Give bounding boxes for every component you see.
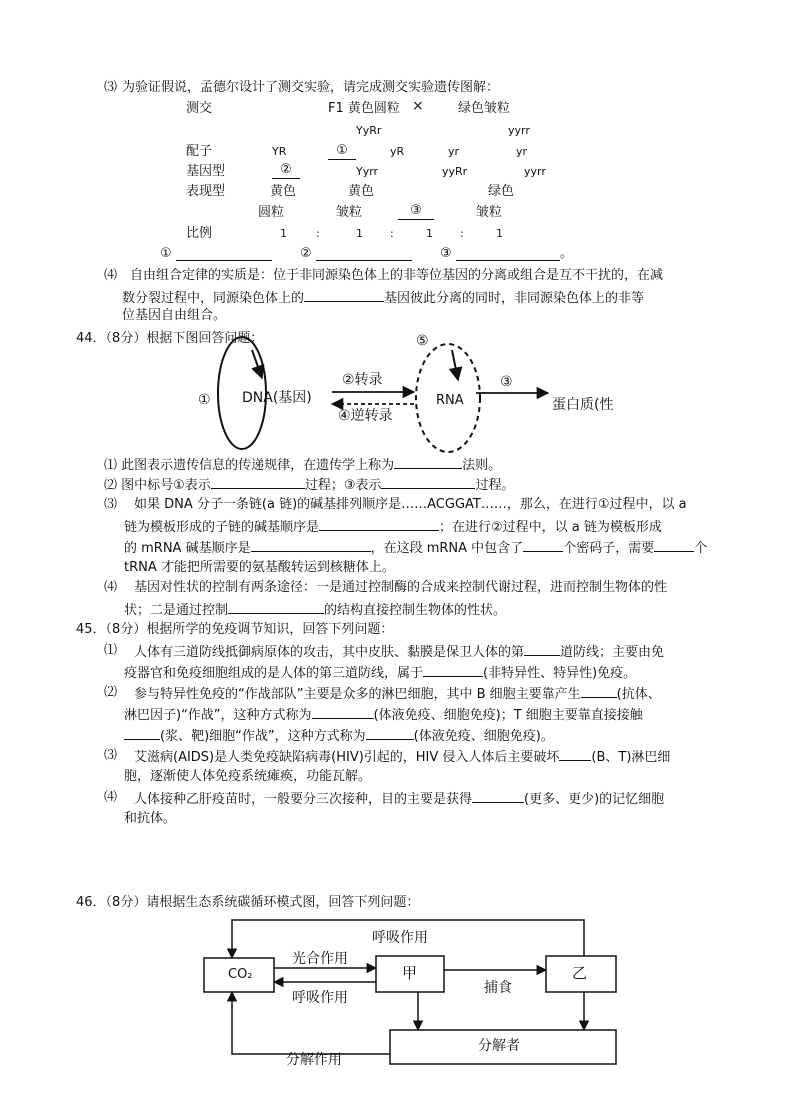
genotype-parent1: YyRr <box>356 124 382 137</box>
answer-end: 。 <box>560 246 574 261</box>
q43-p3-text: 为验证假说，孟德尔设计了测交实验，请完成测交实验遗传图解： <box>122 80 500 95</box>
label-jiyinxing: 基因型 <box>186 164 226 179</box>
q45-p2-l2a: 淋巴因子)“作战”，这种方式称为 <box>124 708 312 723</box>
label-respiration-mid: 呼吸作用 <box>292 990 348 1006</box>
label-process-5: ⑤ <box>416 333 429 349</box>
q43-p4-line3: 位基因自由组合。 <box>122 308 227 323</box>
genotype-parent2: yyrr <box>508 124 530 137</box>
phenotype-wrinkled-2: 皱粒 <box>476 205 503 220</box>
q46-heading: 46．（8分）请根据生态系统碳循环模式图，回答下列问题： <box>76 895 420 910</box>
label-process-1: ① <box>198 392 211 408</box>
q45-p3-line2: 胞，逐渐使人体免疫系统瘫痪，功能瓦解。 <box>124 769 372 784</box>
q45-p2-l1a: 参与特异性免疫的“作战部队”主要是众多的淋巴细胞，其中 B 细胞主要靠产生 <box>134 687 581 702</box>
q43-p4-line1: 自由组合定律的实质是：位于非同源染色体上的非等位基因的分离或组合是互不干扰的，在减 <box>130 268 664 283</box>
ratio-4: 1 <box>496 227 503 240</box>
genotype-yyrr: yyrr <box>524 165 546 178</box>
q45-p4-l1a: 人体接种乙肝疫苗时，一般要分三次接种，目的主要是获得 <box>134 792 473 807</box>
genotype-yyRr: yyRr <box>442 165 468 178</box>
q44-p4-line1: 基因对性状的控制有两条途径：一是通过控制酶的合成来控制代谢过程，进而控制生物体的性 <box>134 580 668 595</box>
q45-p3-l1b: (B、T)淋巴细 <box>591 750 671 765</box>
q44-heading: 44．（8分）根据下图回答问题： <box>76 331 264 346</box>
label-green-wrinkled: 绿色皱粒 <box>458 101 511 116</box>
q44-p3-l2a: 链为模板形成的子链的碱基顺序是 <box>124 520 320 535</box>
ratio-1: 1 <box>280 227 287 240</box>
q43-p4-line2b: 基因彼此分离的同时，非同源染色体上的非等 <box>384 291 645 306</box>
label-reverse-transcription: ④逆转录 <box>338 408 393 424</box>
q44-p1-num: ⑴ <box>104 458 118 473</box>
q43-p4-num: ⑷ <box>104 268 118 283</box>
gamete-yr-2: yr <box>516 145 528 158</box>
gamete-blank-1: ① <box>328 143 356 160</box>
phenotype-wrinkled-1: 皱粒 <box>336 205 363 220</box>
q45-p1-l1b: 道防线；主要由免 <box>560 645 665 660</box>
q44-p2-c: 过程。 <box>475 478 515 493</box>
label-dna-gene: DNA(基因) <box>242 390 312 406</box>
genotype-Yyrr: Yyrr <box>356 165 379 178</box>
q45-p4-num: ⑷ <box>104 790 118 805</box>
q43-p4-line2a: 数分裂过程中，同源染色体上的 <box>122 291 305 306</box>
label-bili: 比例 <box>186 226 213 241</box>
q44-p2-a: 图中标号①表示 <box>121 478 211 493</box>
q44-p3-num: ⑶ <box>104 497 118 512</box>
q45-p1-num: ⑴ <box>104 643 118 658</box>
ratio-colon-1: : <box>316 227 320 240</box>
label-predation: 捕食 <box>484 980 512 996</box>
q45-p4-line2: 和抗体。 <box>124 811 177 826</box>
label-ceshi: 测交 <box>186 101 213 116</box>
label-process-3: ③ <box>500 374 513 390</box>
answer-1-label: ① <box>160 246 172 261</box>
q44-p4-num: ⑷ <box>104 580 118 595</box>
q44-p3-l2b: ；在进行②过程中，以 a 链为模板形成 <box>439 520 662 535</box>
genotype-blank-2: ② <box>272 162 300 179</box>
answer-3-label: ③ <box>440 246 452 261</box>
ratio-colon-2: : <box>390 227 394 240</box>
phenotype-blank-3: ③ <box>398 203 434 220</box>
q45-p2-num: ⑵ <box>104 685 118 700</box>
phenotype-yellow-1: 黄色 <box>270 184 297 199</box>
cross-sign: × <box>412 98 424 114</box>
ratio-colon-3: : <box>460 227 464 240</box>
ratio-2: 1 <box>356 227 363 240</box>
label-respiration-top: 呼吸作用 <box>372 930 428 946</box>
q45-heading: 45．（8分）根据所学的免疫调节知识，回答下列问题： <box>76 622 394 637</box>
q44-p2-b: 过程；③表示 <box>304 478 382 493</box>
label-peizi: 配子 <box>186 144 213 159</box>
q45-p2-l1b: (抗体、 <box>616 687 661 702</box>
label-biaoxianxing: 表现型 <box>186 184 226 199</box>
q44-p2-num: ⑵ <box>104 478 118 493</box>
q45-p1-l2a: 疫器官和免疫细胞组成的是人体的第三道防线，属于 <box>124 666 424 681</box>
q45-p2-l3a: (浆、靶)细胞“作战”，这种方式称为 <box>160 729 366 744</box>
q45-p1-l1a: 人体有三道防线抵御病原体的攻击，其中皮肤、黏膜是保卫人体的第 <box>134 645 525 660</box>
label-f1: F1 黄色圆粒 <box>328 101 400 116</box>
q44-p3-l3a: 的 mRNA 碱基顺序是 <box>124 541 251 556</box>
q44-p4-l2b: 的结构直接控制生物体的性状。 <box>324 603 507 618</box>
q44-p3-l3d: 个 <box>694 541 708 556</box>
q44-p3-line1: 如果 DNA 分子一条链(a 链)的碱基排列顺序是……ACGGAT……，那么，在进行①过程中，以 a <box>134 497 687 512</box>
label-yi: 乙 <box>572 964 588 982</box>
answer-2-label: ② <box>300 246 312 261</box>
label-transcription: ②转录 <box>342 372 383 388</box>
label-photosynthesis: 光合作用 <box>292 951 348 967</box>
label-rna: RNA <box>436 393 464 408</box>
label-co2: CO₂ <box>228 967 253 982</box>
q45-p4-l1b: (更多、更少)的记忆细胞 <box>524 792 665 807</box>
q44-p4-l2a: 状；二是通过控制 <box>124 603 229 618</box>
q43-p3-num: ⑶ <box>104 80 118 95</box>
q44-p3-line4: tRNA 才能把所需要的氨基酸转运到核糖体上。 <box>124 560 395 575</box>
q44-p3-l3b: ，在这段 mRNA 中包含了 <box>370 541 524 556</box>
q44-p1-b: 法则。 <box>462 458 502 473</box>
gamete-yr-1: yr <box>448 145 460 158</box>
phenotype-green: 绿色 <box>488 184 515 199</box>
q45-p2-l2b: (体液免疫、细胞免疫)；T 细胞主要靠直接接触 <box>373 708 643 723</box>
ratio-3: 1 <box>426 227 433 240</box>
q45-p2-l3b: (体液免疫、细胞免疫)。 <box>413 729 554 744</box>
gamete-YR: YR <box>272 145 287 158</box>
label-jia: 甲 <box>402 964 418 982</box>
phenotype-yellow-2: 黄色 <box>348 184 375 199</box>
label-decomposer: 分解者 <box>478 1038 520 1054</box>
phenotype-round: 圆粒 <box>258 205 285 220</box>
q44-p1-a: 此图表示遗传信息的传递规律，在遗传学上称为 <box>121 458 395 473</box>
q44-p3-l3c: 个密码子，需要 <box>563 541 655 556</box>
q45-p3-l1a: 艾滋病(AIDS)是人类免疫缺陷病毒(HIV)引起的，HIV 侵入人体后主要破坏 <box>134 750 560 765</box>
label-protein-trait: 蛋白质(性 <box>552 397 614 413</box>
q45-p3-num: ⑶ <box>104 748 118 763</box>
q45-p1-l2b: (非特异性、特异性)免疫。 <box>483 666 637 681</box>
gamete-yR: yR <box>390 145 405 158</box>
label-decomposition: 分解作用 <box>286 1052 342 1068</box>
